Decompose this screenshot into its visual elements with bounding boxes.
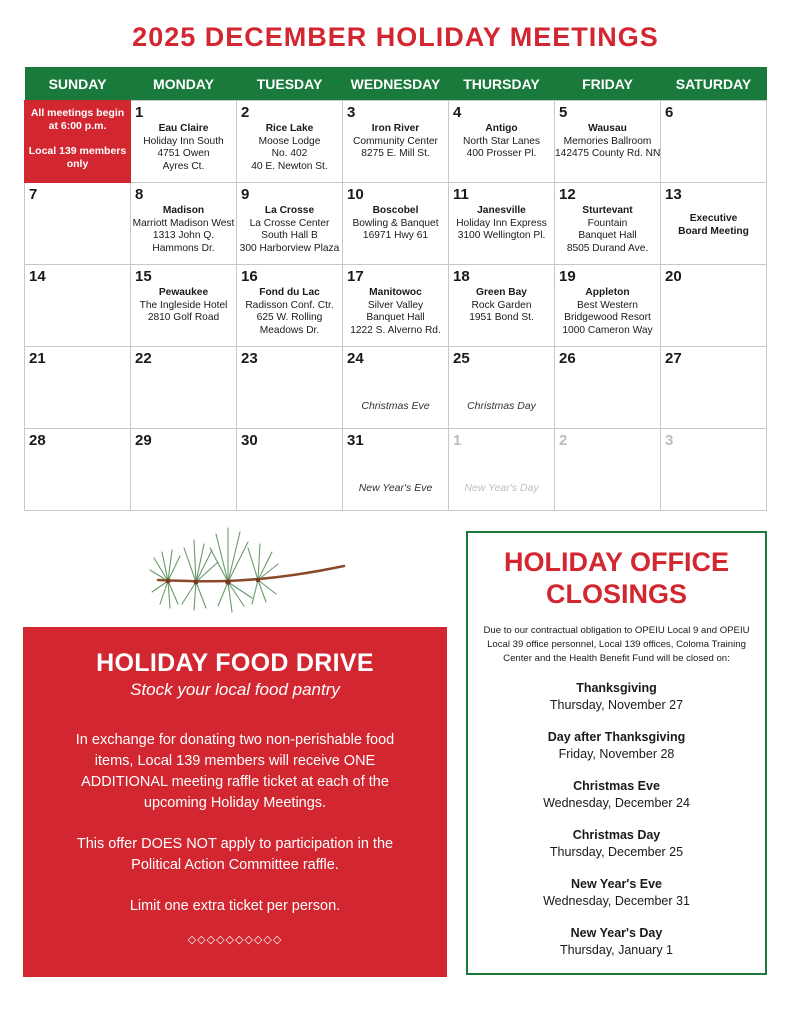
day-number: 16 [241,268,258,285]
weekday-sunday: SUNDAY [25,67,131,101]
day-number: 15 [135,268,152,285]
closing-name: Day after Thanksgiving [547,730,686,744]
closings-title: HOLIDAY OFFICE CLOSINGS [503,547,730,609]
calendar-week-row [25,347,767,429]
meeting-city: Fond du Lac [259,287,320,298]
food-drive-paragraph: In exchange for donating two non-perishable food items, Local 139 members will receive ONE ADDITIONAL meeting raffle ticket at each of the upcoming Holiday Meetings. [75,732,395,811]
calendar-week-row [25,183,767,265]
day-number: 20 [665,268,682,285]
meeting-venue-line: Bowling & Banquet [352,217,439,229]
meeting-venue-line: Ayres Ct. [162,160,205,172]
calendar-day-cell [237,347,343,429]
calendar-day-cell [449,347,555,429]
holiday-label: Christmas Day [467,400,536,412]
calendar-day-cell [661,183,767,265]
calendar-week-row [25,265,767,347]
day-number: 21 [29,350,46,367]
calendar-day-cell [449,429,555,511]
meeting-venue-line: La Crosse Center [249,217,330,229]
calendar-day-cell [237,429,343,511]
meeting-venue-line: North Star Lanes [462,135,540,147]
day-number: 9 [241,186,250,203]
meeting-venue-line: The Ingleside Hotel [139,299,228,311]
closing-name: New Year's Eve [570,877,662,891]
calendar-day-cell [449,265,555,347]
meeting-venue-line: Marriott Madison West [132,217,235,229]
day-number: 2 [241,104,250,121]
meeting-city: Madison [162,205,205,216]
calendar-grid [24,67,767,511]
calendar-day-cell [25,347,131,429]
meeting-venue-line: Memories Ballroom [563,135,652,147]
calendar-day-cell [131,429,237,511]
holiday-label: New Year's Eve [358,482,433,494]
day-number: 3 [347,104,356,121]
closing-date: Thursday, December 25 [549,845,684,859]
holiday-label: New Year's Day [464,482,539,494]
weekday-thursday: THURSDAY [449,67,555,101]
closing-item [468,827,765,861]
day-number: 28 [29,432,46,449]
meeting-city: Pewaukee [158,287,209,298]
meeting-city: Manitowoc [369,287,422,298]
meeting-venue-line: 4751 Owen [157,148,210,159]
closing-date: Thursday, November 27 [549,698,684,712]
meeting-venue-line: Fountain [587,217,628,229]
meeting-venue-line: Community Center [353,135,438,147]
calendar-week-row [25,429,767,511]
food-drive-paragraph: This offer DOES NOT apply to participation in the Political Action Committee raffle. [76,836,394,873]
meeting-venue-line: 142475 County Rd. NN [555,148,661,159]
holiday-label: Christmas Eve [361,400,430,412]
calendar-day-cell [661,265,767,347]
meeting-venue-line: No. 402 [271,148,308,159]
day-number: 7 [29,186,38,203]
weekday-saturday: SATURDAY [661,67,767,101]
meeting-city: Janesville [477,205,526,216]
page-title: 2025 DECEMBER HOLIDAY MEETINGS [132,22,659,52]
meeting-venue-line: 625 W. Rolling [256,312,323,323]
closing-name: New Year's Day [570,926,663,940]
meeting-event [237,123,342,173]
meeting-event [449,123,554,161]
calendar-day-cell [343,429,449,511]
day-number: 10 [347,186,364,203]
calendar-day-cell [131,265,237,347]
executive-board-line: Board Meeting [678,225,749,237]
meeting-venue-line: Meadows Dr. [259,324,320,336]
closing-item [468,778,765,812]
meeting-event [449,205,554,243]
meeting-venue-line: 40 E. Newton St. [251,160,328,172]
weekday-header-row [25,67,767,101]
calendar-day-cell [661,101,767,183]
calendar-day-cell [237,101,343,183]
day-number: 24 [347,350,364,367]
food-drive-subtitle: Stock your local food pantry [130,680,340,699]
day-number: 17 [347,268,364,285]
meeting-venue-line: Banquet Hall [578,230,637,241]
calendar-day-cell [25,183,131,265]
food-drive-paragraph: Limit one extra ticket per person. [129,898,341,914]
day-number: 11 [453,186,469,203]
meeting-venue-line: Holiday Inn Express [456,217,547,229]
office-closings-box [466,531,767,975]
calendar-day-cell [555,265,661,347]
calendar-day-cell [661,429,767,511]
meeting-venue-line: 16971 Hwy 61 [362,230,429,241]
meeting-city: Eau Claire [158,123,209,134]
closing-name: Christmas Eve [573,779,660,793]
meeting-venue-line: Banquet Hall [366,312,425,323]
meeting-event [343,205,448,243]
day-number: 29 [135,432,152,449]
closing-date: Wednesday, December 31 [543,894,690,908]
closing-date: Friday, November 28 [558,747,675,761]
closing-name: Christmas Day [572,828,661,842]
meeting-venue-line: 1222 S. Alverno Rd. [350,324,441,336]
day-number: 22 [135,350,152,367]
meeting-city: Green Bay [476,287,527,298]
meeting-venue-line: 1951 Bond St. [469,312,534,323]
day-number: 4 [453,104,462,121]
meeting-event [237,287,342,337]
calendar-day-cell [237,265,343,347]
closing-item [468,876,765,910]
meeting-note-cell [25,101,131,183]
meeting-venue-line: Silver Valley [367,299,424,311]
meeting-event [131,205,236,255]
meeting-event [343,287,448,337]
closings-list [468,680,765,959]
meeting-city: Antigo [485,123,518,134]
calendar-day-cell [343,101,449,183]
meeting-event [237,205,342,255]
meeting-venue-line: 400 Prosser Pl. [466,148,537,159]
meeting-venue-line: 1313 John Q. [152,230,215,241]
day-number: 19 [559,268,576,285]
food-drive-body [23,730,447,917]
weekday-wednesday: WEDNESDAY [343,67,449,101]
weekday-friday: FRIDAY [555,67,661,101]
day-number: 13 [665,186,682,203]
food-drive-box [23,627,447,977]
calendar-day-cell [343,183,449,265]
day-number: 1 [453,432,462,449]
meeting-venue-line: Rock Garden [471,299,532,311]
meeting-event [343,123,448,161]
pine-branch-illustration [148,518,348,618]
day-number: 3 [665,432,674,449]
meeting-event [131,123,236,173]
day-number: 30 [241,432,258,449]
calendar-day-cell [555,429,661,511]
calendar-day-cell [343,265,449,347]
meeting-city: Iron River [371,123,420,134]
meeting-venue-line: Moose Lodge [258,135,321,147]
meeting-city: Wausau [588,123,627,134]
day-number: 23 [241,350,258,367]
calendar-day-cell [25,429,131,511]
executive-board-line: Executive [689,213,738,224]
executive-board-meeting [661,213,766,238]
calendar-day-cell [449,101,555,183]
closing-date: Thursday, January 1 [559,943,674,957]
meeting-venue-line: Hammons Dr. [152,242,215,254]
day-number: 6 [665,104,674,121]
meeting-event [131,287,236,325]
day-number: 14 [29,268,46,285]
meeting-venue-line: Best Western [577,299,638,311]
closing-name: Thanksgiving [576,681,657,695]
calendar-day-cell [131,101,237,183]
meeting-venue-line: Holiday Inn South [143,135,224,147]
meeting-event [555,205,660,255]
closings-intro: Due to our contractual obligation to OPEIU Local 9 and OPEIU Local 39 office personnel, Local 139 offices, Coloma Training Center and the Health Benefit Fund will be closed on: [483,625,750,664]
calendar-day-cell [343,347,449,429]
calendar-day-cell [449,183,555,265]
day-number: 12 [559,186,576,203]
calendar-day-cell [237,183,343,265]
meeting-event [555,287,660,337]
calendar-day-cell [555,347,661,429]
weekday-tuesday: TUESDAY [237,67,343,101]
day-number: 25 [453,350,470,367]
calendar-day-cell [131,347,237,429]
day-number: 27 [665,350,682,367]
day-number: 2 [559,432,568,449]
closing-item [468,925,765,959]
calendar-week-row [25,101,767,183]
meeting-venue-line: 2810 Golf Road [147,312,220,323]
meeting-city: Sturtevant [582,205,633,216]
meeting-venue-line: South Hall B [261,230,318,241]
day-number: 8 [135,186,144,203]
meeting-event [449,287,554,325]
meeting-city: Boscobel [372,205,419,216]
calendar-day-cell [25,265,131,347]
closing-date: Wednesday, December 24 [543,796,690,810]
members-only-note: Local 139 members only [28,145,127,170]
calendar-day-cell [661,347,767,429]
day-number: 5 [559,104,568,121]
weekday-monday: MONDAY [131,67,237,101]
meeting-event [555,123,660,161]
calendar-day-cell [131,183,237,265]
meeting-venue-line: 1000 Cameron Way [562,324,653,336]
closing-item [468,729,765,763]
food-drive-title: HOLIDAY FOOD DRIVE [96,649,374,677]
meeting-venue-line: 300 Harborview Plaza [239,242,340,254]
meeting-city: La Crosse [264,205,315,216]
meeting-venue-line: 8505 Durand Ave. [566,242,649,254]
closing-item [468,680,765,714]
meeting-venue-line: Radisson Conf. Ctr. [245,299,334,311]
calendar-day-cell [555,101,661,183]
meeting-time-note: All meetings begin at 6:00 p.m. [30,107,125,132]
day-number: 26 [559,350,576,367]
meeting-venue-line: 3100 Wellington Pl. [457,230,546,241]
day-number: 18 [453,268,470,285]
day-number: 31 [347,432,364,449]
calendar-day-cell [555,183,661,265]
food-drive-diamond-divider: ◇◇◇◇◇◇◇◇◇◇ [187,934,283,946]
meeting-venue-line: Bridgewood Resort [564,312,651,323]
meeting-city: Appleton [585,287,630,298]
calendar-body [25,101,767,511]
meeting-city: Rice Lake [265,123,314,134]
meeting-venue-line: 8275 E. Mill St. [361,148,430,159]
day-number: 1 [135,104,144,121]
